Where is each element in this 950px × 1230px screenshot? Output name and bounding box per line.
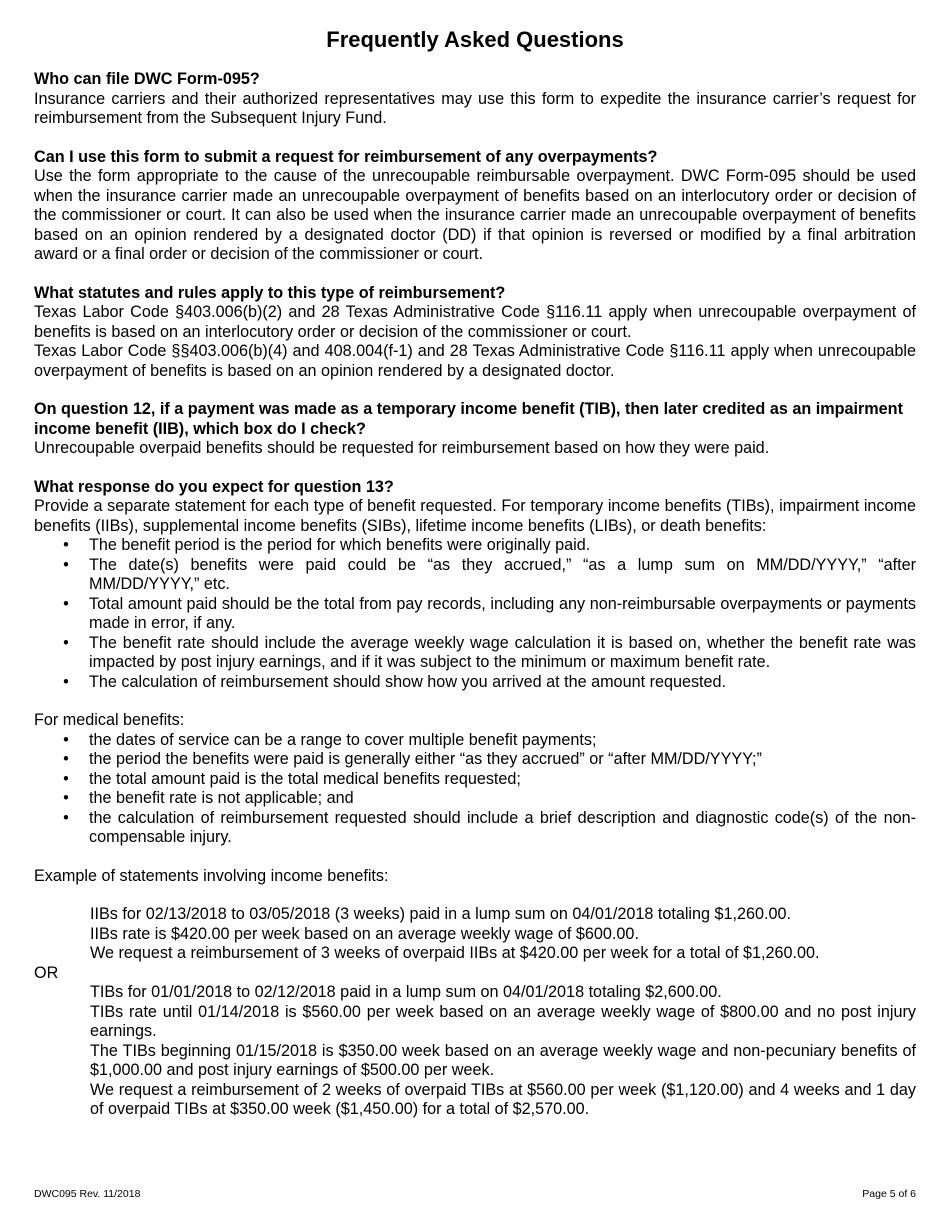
example-line: We request a reimbursement of 3 weeks of overpaid IIBs at $420.00 per week for a total of $1,260.00. [90, 944, 820, 962]
example-intro: Example of statements involving income benefits: [34, 866, 389, 885]
or-separator: OR [34, 963, 59, 982]
medical-intro: For medical benefits: [34, 711, 185, 729]
bullet-icon: • [63, 789, 69, 807]
list-item: • the benefit rate is not applicable; and [34, 789, 916, 809]
bullet-icon: • [63, 672, 69, 691]
example-line: The TIBs beginning 01/15/2018 is $350.00 week based on an average weekly wage and non-pecuniary benefits of $1,000.00 and post injury earnings of $500.00 per week. [90, 1041, 916, 1079]
faq-answer-continued: Texas Labor Code §§403.006(b)(4) and 408.004(f-1) and 28 Texas Administrative Code §116.11 apply when unrecoupable overpayment of benefits is based on an opinion rendered by a designated doctor. [34, 342, 916, 380]
bullet-icon: • [63, 555, 69, 574]
faq-answer: Texas Labor Code §403.006(b)(2) and 28 Texas Administrative Code §116.11 apply when unrecoupable overpayment of benefits is based on an interlocutory order or decision of the commissioner or court. [34, 303, 916, 341]
faq-page [34, 27, 916, 1120]
list-item: • The date(s) benefits were paid could be “as they accrued,” “as a lump sum on MM/DD/YYYY,” “after MM/DD/YYYY,” etc. [34, 556, 916, 595]
faq-question: Who can file DWC Form-095? [34, 70, 260, 88]
example-line: IIBs rate is $420.00 per week based on an average weekly wage of $600.00. [90, 924, 639, 943]
form-revision: DWC095 Rev. 11/2018 [34, 1188, 141, 1200]
page-title: Frequently Asked Questions [326, 27, 624, 52]
faq-item-1 [34, 70, 916, 129]
faq-answer: Unrecoupable overpaid benefits should be requested for reimbursement based on how they were paid. [34, 439, 770, 457]
faq-question: Can I use this form to submit a request for reimbursement of any overpayments? [34, 147, 658, 166]
bullet-icon: • [63, 633, 69, 652]
medical-benefit-list [34, 731, 916, 848]
faq-question: What response do you expect for question 13? [34, 477, 394, 496]
faq-answer: Provide a separate statement for each type of benefit requested. For temporary income benefits (TIBs), impairment income benefits (IIBs), supplemental income benefits (SIBs), lifetime income benefits (LIBs), or death benefits: [34, 497, 916, 535]
bullet-icon: • [63, 808, 69, 827]
list-item: • the total amount paid is the total medical benefits requested; [34, 770, 916, 790]
faq-item-3 [34, 284, 916, 382]
medical-benefits [34, 711, 916, 848]
page-number: Page 5 of 6 [862, 1188, 916, 1200]
faq-item-4 [34, 400, 916, 459]
faq-question: What statutes and rules apply to this type of reimbursement? [34, 283, 506, 302]
example-line: We request a reimbursement of 2 weeks of overpaid TIBs at $560.00 per week ($1,120.00) and 4 weeks and 1 day of overpaid TIBs at $350.00 week ($1,450.00) for a total of $2,570.00. [90, 1080, 916, 1118]
example-line: TIBs rate until 01/14/2018 is $560.00 per week based on an average weekly wage of $800.00 and no post injury earnings. [90, 1002, 916, 1040]
faq-item-5 [34, 478, 916, 693]
bullet-icon: • [63, 594, 69, 613]
example-line: TIBs for 01/01/2018 to 02/12/2018 paid in a lump sum on 04/01/2018 totaling $2,600.00. [90, 983, 722, 1001]
faq-answer: Use the form appropriate to the cause of the unrecoupable reimbursable overpayment. DWC Form-095 should be used when the insurance carrier made an unrecoupable overpayment of benefits based on an interlocutory order or decision of the commissioner or court. It can also be used when the insurance carrier made an unrecoupable overpayment of benefits based on an opinion rendered by a designated doctor (DD) if that opinion is reversed or modified by a final arbitration award or a final order or decision of the commissioner or court. [34, 167, 916, 263]
faq-item-2 [34, 148, 916, 265]
example-line: IIBs for 02/13/2018 to 03/05/2018 (3 weeks) paid in a lump sum on 04/01/2018 totaling $1,260.00. [90, 905, 792, 923]
bullet-icon: • [63, 730, 69, 749]
bullet-icon: • [63, 750, 69, 768]
list-item: • the calculation of reimbursement requested should include a brief description and diagnostic code(s) of the non-compensable injury. [34, 809, 916, 848]
example-tib [34, 983, 916, 1120]
list-item: • The calculation of reimbursement should show how you arrived at the amount requested. [34, 673, 916, 693]
example-iib [34, 905, 916, 964]
list-item: • The benefit rate should include the average weekly wage calculation it is based on, whether the benefit rate was impacted by post injury earnings, and if it was subject to the minimum or maximum benefit rate. [34, 634, 916, 673]
list-item: • Total amount paid should be the total from pay records, including any non-reimbursable overpayments or payments made in error, if any. [34, 595, 916, 634]
list-item: • the dates of service can be a range to cover multiple benefit payments; [34, 731, 916, 751]
faq-answer: Insurance carriers and their authorized representatives may use this form to expedite the insurance carrier’s request for reimbursement from the Subsequent Injury Fund. [34, 89, 916, 127]
bullet-icon: • [63, 769, 69, 788]
list-item: • the period the benefits were paid is generally either “as they accrued” or “after MM/DD/YYYY;” [34, 750, 916, 770]
bullet-icon: • [63, 536, 69, 554]
list-item: • The benefit period is the period for which benefits were originally paid. [34, 536, 916, 556]
faq-question: On question 12, if a payment was made as a temporary income benefit (TIB), then later credited as an impairment income benefit (IIB), which box do I check? [34, 400, 903, 438]
income-benefit-list [34, 536, 916, 692]
